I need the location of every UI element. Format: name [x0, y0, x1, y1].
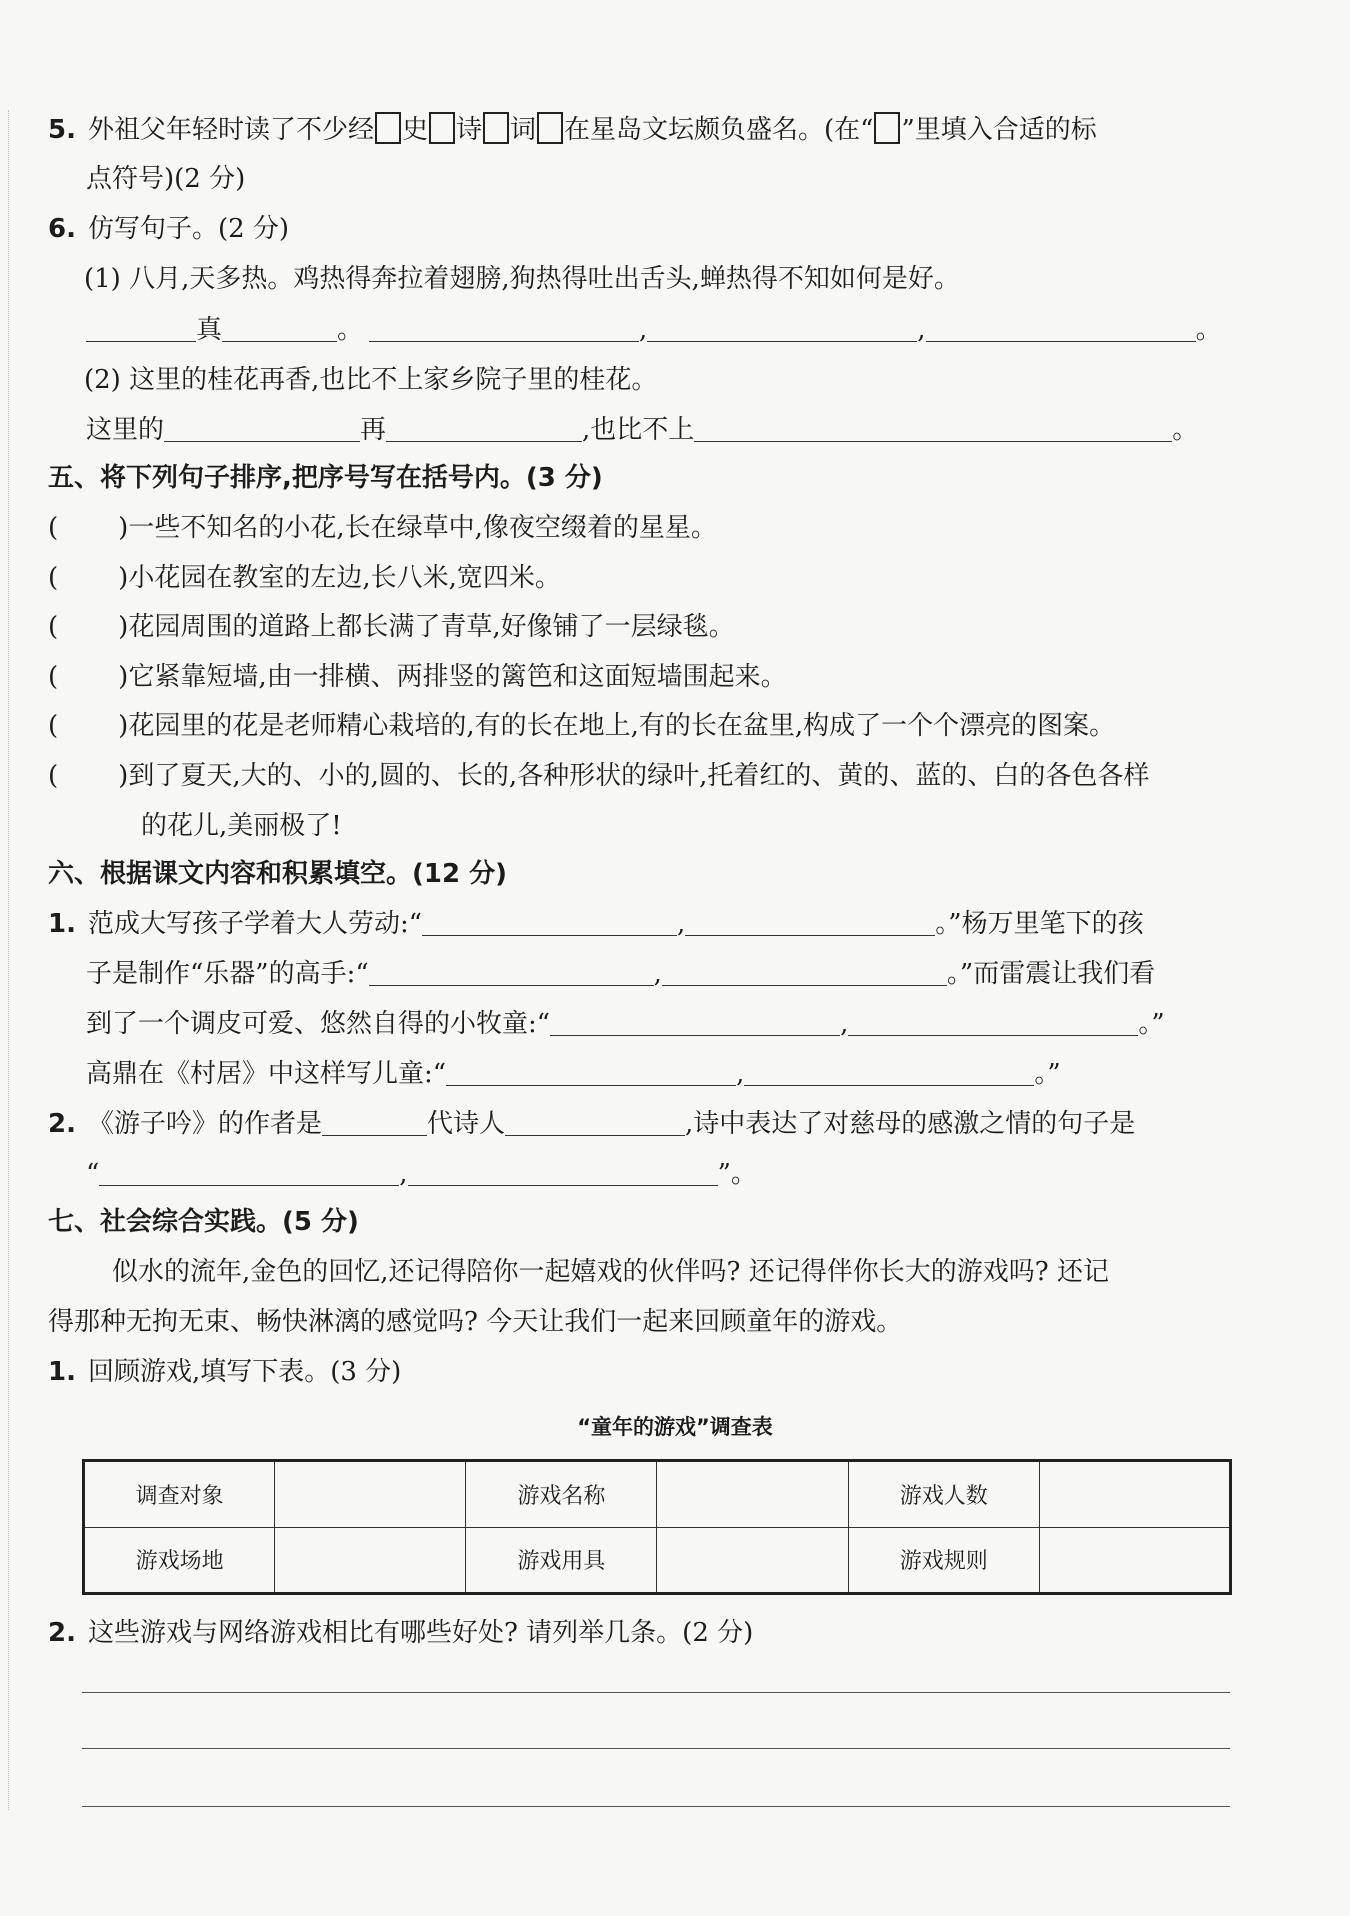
q6-title	[48, 213, 289, 245]
answer-blank[interactable]	[848, 1009, 1138, 1036]
s6-text: ,	[840, 1009, 849, 1039]
binding-dotted-line	[8, 110, 9, 1810]
answer-blank[interactable]	[408, 1159, 718, 1186]
paren-close: )	[118, 761, 129, 791]
q5-text-a: 外祖父年轻时读了不少经	[87, 115, 374, 145]
s6-q1-number: 1.	[48, 909, 76, 939]
paren-close: )	[118, 662, 129, 692]
q6-answer2	[86, 414, 1198, 446]
s6-q1-line4	[86, 1058, 1061, 1090]
order-item-text: 到了夏天,大的、小的,圆的、长的,各种形状的绿叶,托着红的、黄的、蓝的、白的各色各样	[128, 761, 1150, 791]
q5-text-c: ”里填入合适的标	[901, 115, 1097, 145]
q5-number: 5.	[48, 115, 76, 145]
section6-title: 六、根据课文内容和积累填空。(12 分)	[48, 859, 507, 889]
answer-writing-line[interactable]	[82, 1748, 1230, 1749]
paren-open: (	[48, 761, 59, 791]
order-item-text: 它紧靠短墙,由一排横、两排竖的篱笆和这面短墙围起来。	[128, 662, 787, 692]
section5-title: 五、将下列句子排序,把序号写在括号内。(3 分)	[48, 463, 603, 493]
answer-blank[interactable]	[99, 1159, 399, 1186]
q6-s2-end: 。	[1172, 415, 1199, 445]
punct-box-2[interactable]	[429, 112, 455, 144]
answer-blank[interactable]	[446, 1059, 736, 1086]
order-item-2	[48, 562, 561, 594]
answer-blank[interactable]	[926, 315, 1196, 342]
answer-blank[interactable]	[222, 315, 337, 342]
paren-close: )	[118, 563, 129, 593]
q5-shi2: 诗	[456, 115, 483, 145]
q6-title-text: 仿写句子。(2 分)	[87, 214, 290, 244]
q6-answer1	[86, 314, 1222, 346]
q6-s2-a: 这里的	[86, 415, 165, 445]
table-cell-label: 游戏用具	[466, 1527, 657, 1594]
answer-blank[interactable]	[694, 415, 1172, 442]
s6-text: ,	[736, 1059, 745, 1089]
s7-paragraph-line1: 似水的流年,金色的回忆,还记得陪你一起嬉戏的伙伴吗? 还记得伴你长大的游戏吗? 还记	[112, 1257, 1109, 1287]
s6-text: ,	[399, 1159, 408, 1189]
s6-q2-number: 2.	[48, 1109, 76, 1139]
s6-text: 子是制作“乐器”的高手:“	[86, 959, 369, 989]
s6-text: 。”而雷震让我们看	[946, 959, 1156, 989]
table-cell-input[interactable]	[1039, 1527, 1230, 1594]
q6-sentence1: (1) 八月,天多热。鸡热得奔拉着翅膀,狗热得吐出舌头,蝉热得不知如何是好。	[84, 264, 960, 294]
q6-sentence2: (2) 这里的桂花再香,也比不上家乡院子里的桂花。	[84, 365, 658, 395]
s7-q1	[48, 1356, 401, 1388]
table-row	[84, 1461, 1231, 1528]
paren-close: )	[118, 513, 129, 543]
paren-open: (	[48, 612, 59, 642]
q5-text-b: 在星岛文坛颇负盛名。(在“	[564, 115, 874, 145]
table-cell-label: 调查对象	[84, 1461, 275, 1528]
answer-blank[interactable]	[422, 909, 677, 936]
s6-text: ,	[677, 909, 686, 939]
table-cell-label: 游戏名称	[466, 1461, 657, 1528]
s6-q2-line1	[48, 1108, 1135, 1140]
s6-text: 《游子吟》的作者是	[87, 1109, 322, 1139]
s6-text: ”。	[717, 1159, 757, 1189]
table-cell-input[interactable]	[657, 1461, 848, 1528]
answer-writing-line[interactable]	[82, 1806, 1230, 1807]
table-cell-input[interactable]	[275, 1527, 466, 1594]
answer-blank[interactable]	[505, 1109, 685, 1136]
s7-q1-text: 回顾游戏,填写下表。(3 分)	[87, 1357, 402, 1387]
answer-blank[interactable]	[744, 1059, 1034, 1086]
s6-text: 到了一个调皮可爱、悠然自得的小牧童:“	[86, 1009, 551, 1039]
s6-text: 高鼎在《村居》中这样写儿童:“	[86, 1059, 447, 1089]
s6-text: ,	[653, 959, 662, 989]
answer-blank[interactable]	[386, 415, 582, 442]
paren-open: (	[48, 662, 59, 692]
q6-zhen: 真	[196, 315, 223, 345]
q6-end1: 。	[1195, 315, 1222, 345]
paren-open: (	[48, 711, 59, 741]
table-cell-input[interactable]	[1039, 1461, 1230, 1528]
answer-writing-line[interactable]	[82, 1692, 1230, 1693]
answer-blank[interactable]	[322, 1109, 427, 1136]
answer-blank[interactable]	[164, 415, 360, 442]
table-cell-input[interactable]	[657, 1527, 848, 1594]
s7-q2	[48, 1617, 753, 1649]
section7-title: 七、社会综合实践。(5 分)	[48, 1207, 359, 1237]
q5-ci: 词	[510, 115, 537, 145]
answer-blank[interactable]	[369, 959, 654, 986]
answer-blank[interactable]	[86, 315, 196, 342]
order-item-5	[48, 710, 1115, 742]
s6-q2-line2	[86, 1158, 757, 1190]
s6-text: 。”	[1138, 1009, 1165, 1039]
paren-close: )	[118, 612, 129, 642]
table-cell-label: 游戏人数	[848, 1461, 1039, 1528]
s7-q2-number: 2.	[48, 1618, 76, 1648]
order-item-3	[48, 611, 735, 643]
q6-comma2: ,	[917, 315, 926, 345]
q5-line1	[48, 112, 1097, 146]
table-caption: “童年的游戏”调查表	[577, 1415, 773, 1439]
s7-q1-number: 1.	[48, 1357, 76, 1387]
order-item-text: 小花园在教室的左边,长八米,宽四米。	[128, 563, 561, 593]
punct-box-3[interactable]	[483, 112, 509, 144]
paren-open: (	[48, 513, 59, 543]
q6-dot: 。	[337, 315, 364, 345]
table-cell-label: 游戏场地	[84, 1527, 275, 1594]
table-row	[84, 1527, 1231, 1594]
q5-line2: 点符号)(2 分)	[86, 164, 246, 194]
q6-comma1: ,	[639, 315, 648, 345]
paren-close: )	[118, 711, 129, 741]
answer-blank[interactable]	[647, 315, 917, 342]
answer-blank[interactable]	[662, 959, 947, 986]
s6-text: “	[86, 1159, 100, 1189]
order-item-6-cont: 的花儿,美丽极了!	[141, 811, 342, 841]
survey-table	[82, 1459, 1232, 1595]
answer-blank[interactable]	[550, 1009, 840, 1036]
s6-text: 。”	[1034, 1059, 1061, 1089]
order-item-6	[48, 760, 1149, 792]
answer-blank[interactable]	[685, 909, 935, 936]
q6-number: 6.	[48, 214, 76, 244]
s6-text: 。”杨万里笔下的孩	[935, 909, 1144, 939]
q6-s2-c: ,也比不上	[582, 415, 695, 445]
order-item-text: 花园周围的道路上都长满了青草,好像铺了一层绿毯。	[128, 612, 735, 642]
s6-q1-line2	[86, 958, 1155, 990]
s6-text: 范成大写孩子学着大人劳动:“	[87, 909, 423, 939]
order-item-1	[48, 512, 717, 544]
answer-blank[interactable]	[369, 315, 639, 342]
table-cell-input[interactable]	[275, 1461, 466, 1528]
s6-q1-line1	[48, 908, 1144, 940]
order-item-4	[48, 661, 787, 693]
s6-text: 代诗人	[426, 1109, 505, 1139]
order-item-text: 花园里的花是老师精心栽培的,有的长在地上,有的长在盆里,构成了一个个漂亮的图案。	[128, 711, 1116, 741]
punct-box-4[interactable]	[537, 112, 563, 144]
punct-box-1[interactable]	[375, 112, 401, 144]
q5-shi: 史	[401, 115, 428, 145]
s6-text: ,诗中表达了对慈母的感激之情的句子是	[685, 1109, 1136, 1139]
q6-s2-b: 再	[360, 415, 387, 445]
table-cell-label: 游戏规则	[848, 1527, 1039, 1594]
s7-paragraph-line2: 得那种无拘无束、畅快淋漓的感觉吗? 今天让我们一起来回顾童年的游戏。	[48, 1307, 903, 1337]
paren-open: (	[48, 563, 59, 593]
order-item-text: 一些不知名的小花,长在绿草中,像夜空缀着的星星。	[128, 513, 717, 543]
s6-q1-line3	[86, 1008, 1165, 1040]
punct-box-example	[874, 112, 900, 144]
s7-q2-text: 这些游戏与网络游戏相比有哪些好处? 请列举几条。(2 分)	[87, 1618, 754, 1648]
